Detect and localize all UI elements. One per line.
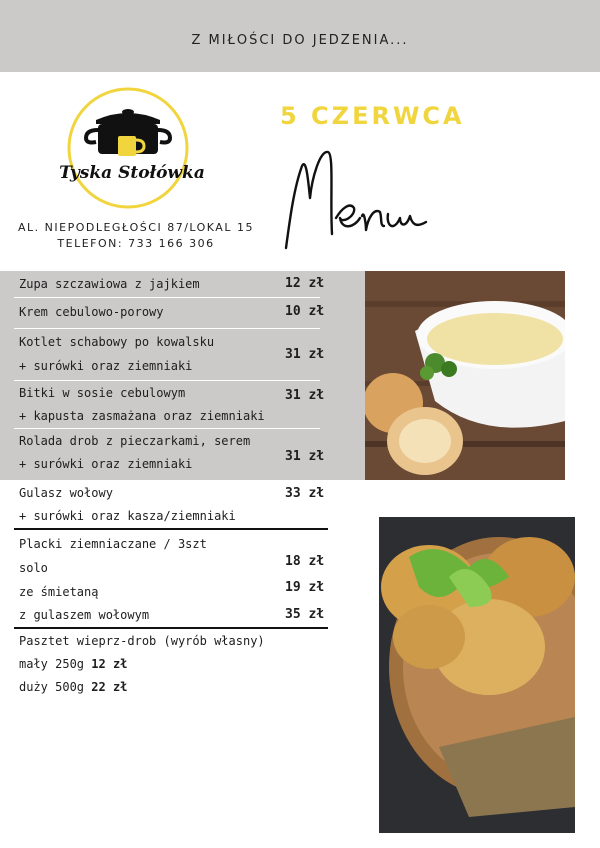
variant-label: duży 500g bbox=[19, 680, 85, 694]
menu-item-price: 31 zł bbox=[285, 388, 325, 403]
divider bbox=[14, 528, 328, 530]
menu-item-variant: z gulaszem wołowym bbox=[19, 608, 150, 622]
restaurant-logo bbox=[66, 86, 190, 210]
menu-item-name: Pasztet wieprz-drob (wyrób własny) bbox=[19, 634, 265, 648]
logo-name: Tyska Stołówka bbox=[59, 163, 205, 183]
variant-price: 12 zł bbox=[91, 657, 128, 671]
menu-item-price: 31 zł bbox=[285, 449, 325, 464]
menu-item-side: + surówki oraz ziemniaki bbox=[19, 457, 193, 471]
menu-item-price: 18 zł bbox=[285, 554, 325, 569]
menu-item-name: Kotlet schabowy po kowalsku bbox=[19, 335, 215, 349]
menu-item-side: + surówki oraz ziemniaki bbox=[19, 359, 193, 373]
address: AL. NIEPODLEGŁOŚCI 87/LOKAL 15 bbox=[18, 221, 254, 234]
menu-item-name: Krem cebulowo-porowy bbox=[19, 305, 164, 319]
menu-item-price: 33 zł bbox=[285, 486, 325, 501]
potato-pancakes-photo bbox=[379, 517, 575, 833]
menu-item-name: Bitki w sosie cebulowym bbox=[19, 386, 186, 400]
variant-price: 22 zł bbox=[91, 680, 128, 694]
tagline: Z MIŁOŚCI DO JEDZENIA... bbox=[191, 33, 409, 48]
menu-item-price: 10 zł bbox=[285, 304, 325, 319]
divider bbox=[14, 328, 320, 329]
menu-item-side: + kapusta zasmażana oraz ziemniaki bbox=[19, 409, 265, 423]
menu-item-name: Placki ziemniaczane / 3szt bbox=[19, 537, 207, 551]
divider bbox=[14, 627, 328, 629]
menu-date: 5 CZERWCA bbox=[280, 102, 465, 130]
menu-item-name: Gulasz wołowy bbox=[19, 486, 113, 500]
variant-label: mały 250g bbox=[19, 657, 85, 671]
menu-item-price: 12 zł bbox=[285, 276, 325, 291]
divider bbox=[14, 380, 320, 381]
menu-item-variant: solo bbox=[19, 561, 48, 575]
divider bbox=[14, 297, 320, 298]
menu-item-price: 31 zł bbox=[285, 347, 325, 362]
menu-item-price: 19 zł bbox=[285, 580, 325, 595]
menu-item-side: + surówki oraz kasza/ziemniaki bbox=[19, 509, 236, 523]
menu-item-variant bbox=[19, 657, 127, 671]
menu-item-name: Zupa szczawiowa z jajkiem bbox=[19, 277, 200, 291]
menu-item-name: Rolada drob z pieczarkami, serem bbox=[19, 434, 251, 448]
divider bbox=[14, 428, 320, 429]
phone-number: TELEFON: 733 166 306 bbox=[57, 237, 215, 250]
svg-text:Menu: Menu bbox=[276, 138, 279, 139]
menu-item-price: 35 zł bbox=[285, 607, 325, 622]
menu-item-variant: ze śmietaną bbox=[19, 585, 99, 599]
menu-item-variant bbox=[19, 680, 127, 694]
menu-title bbox=[276, 138, 446, 258]
soup-photo bbox=[365, 271, 565, 480]
